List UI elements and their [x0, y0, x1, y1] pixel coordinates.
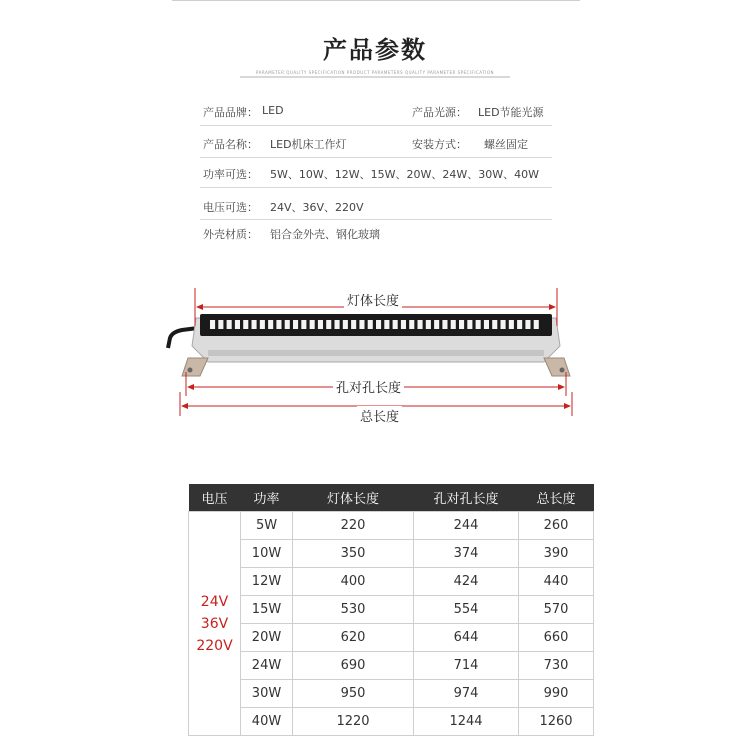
led-chip — [476, 320, 481, 329]
table-cell: 644 — [414, 624, 519, 652]
table-cell: 974 — [414, 680, 519, 708]
dim-arrow — [181, 403, 188, 409]
param-label-name: 产品名称： — [203, 138, 258, 151]
left-screw-hole — [188, 368, 193, 373]
dim-arrow — [196, 304, 203, 310]
voltage-value: 220V — [196, 637, 233, 654]
led-chip — [384, 320, 389, 329]
column-header: 孔对孔长度 — [414, 484, 519, 512]
table-row — [189, 652, 594, 680]
dim-arrow — [549, 304, 556, 310]
table-cell: 1260 — [519, 708, 594, 736]
led-chip — [252, 320, 257, 329]
led-chip — [418, 320, 423, 329]
led-chip — [434, 320, 439, 329]
led-chip — [335, 320, 340, 329]
led-chip — [426, 320, 431, 329]
column-header: 功率 — [241, 484, 293, 512]
dim-arrow — [187, 384, 194, 390]
table-cell: 440 — [519, 568, 594, 596]
table-cell: 244 — [414, 512, 519, 540]
spec-table — [188, 484, 594, 736]
table-row — [189, 708, 594, 736]
led-chip — [509, 320, 514, 329]
led-chip — [268, 320, 273, 329]
led-chip — [293, 320, 298, 329]
param-label-material: 外壳材质： — [203, 228, 258, 241]
table-cell: 24W — [241, 652, 293, 680]
table-cell: 990 — [519, 680, 594, 708]
table-cell: 10W — [241, 540, 293, 568]
table-cell: 1220 — [293, 708, 414, 736]
table-cell: 690 — [293, 652, 414, 680]
table-cell: 15W — [241, 596, 293, 624]
page-subtitle: PARAMETER QUALITY SPECIFICATION PRODUCT PARAMETERS QUALITY PARAMETER SPECIFICATION — [256, 70, 494, 75]
led-chip — [517, 320, 522, 329]
column-header: 灯体长度 — [293, 484, 414, 512]
total-length-label: 总长度 — [357, 406, 402, 425]
right-screw-hole — [560, 368, 565, 373]
table-header-row — [189, 484, 594, 512]
table-cell: 1244 — [414, 708, 519, 736]
led-chip — [501, 320, 506, 329]
led-chip — [368, 320, 373, 329]
led-chip — [376, 320, 381, 329]
led-chip — [359, 320, 364, 329]
table-cell: 950 — [293, 680, 414, 708]
table-cell: 400 — [293, 568, 414, 596]
led-chip — [343, 320, 348, 329]
table-row — [189, 624, 594, 652]
param-value-brand: LED — [262, 104, 284, 117]
led-chip — [525, 320, 530, 329]
led-chip — [351, 320, 356, 329]
led-chip — [393, 320, 398, 329]
led-chip — [467, 320, 472, 329]
led-chip — [260, 320, 265, 329]
voltage-cell — [189, 512, 241, 736]
param-label-light-source: 产品光源： — [412, 106, 467, 119]
dim-arrow — [564, 403, 571, 409]
table-cell: 714 — [414, 652, 519, 680]
param-value-power: 5W、10W、12W、15W、20W、24W、30W、40W — [270, 168, 539, 181]
led-chip — [534, 320, 539, 329]
led-chip — [243, 320, 248, 329]
table-cell: 570 — [519, 596, 594, 624]
led-chip — [459, 320, 464, 329]
param-value-material: 铝合金外壳、钢化玻璃 — [270, 228, 380, 241]
led-chip — [218, 320, 223, 329]
led-chip — [310, 320, 315, 329]
led-chip — [451, 320, 456, 329]
hole-length-label: 孔对孔长度 — [333, 377, 404, 396]
table-cell: 424 — [414, 568, 519, 596]
table-cell: 220 — [293, 512, 414, 540]
voltage-value: 36V — [200, 615, 229, 632]
table-cell: 530 — [293, 596, 414, 624]
led-chip — [285, 320, 290, 329]
body-length-label: 灯体长度 — [344, 290, 402, 309]
led-chip — [318, 320, 323, 329]
table-cell: 12W — [241, 568, 293, 596]
table-cell: 30W — [241, 680, 293, 708]
table-row — [189, 512, 594, 540]
table-cell: 620 — [293, 624, 414, 652]
param-label-power: 功率可选： — [203, 168, 258, 181]
table-row — [189, 596, 594, 624]
table-row — [189, 680, 594, 708]
param-value-voltage: 24V、36V、220V — [270, 201, 364, 214]
table-cell: 5W — [241, 512, 293, 540]
table-row — [189, 540, 594, 568]
param-value-light-source: LED节能光源 — [478, 106, 544, 119]
column-header: 总长度 — [519, 484, 594, 512]
table-cell: 554 — [414, 596, 519, 624]
table-cell: 730 — [519, 652, 594, 680]
table-row — [189, 568, 594, 596]
table-cell: 390 — [519, 540, 594, 568]
table-cell: 660 — [519, 624, 594, 652]
led-chip — [401, 320, 406, 329]
dim-arrow — [558, 384, 565, 390]
column-header: 电压 — [189, 484, 241, 512]
table-cell: 260 — [519, 512, 594, 540]
voltage-value: 24V — [200, 593, 229, 610]
led-chip — [484, 320, 489, 329]
table-cell: 40W — [241, 708, 293, 736]
param-label-brand: 产品品牌： — [203, 106, 258, 119]
param-label-voltage: 电压可选： — [203, 201, 258, 214]
led-chip — [235, 320, 240, 329]
param-value-name: LED机床工作灯 — [270, 138, 347, 151]
led-chip — [210, 320, 215, 329]
table-cell: 350 — [293, 540, 414, 568]
param-label-install: 安装方式： — [412, 138, 467, 151]
param-value-install: 螺丝固定 — [484, 138, 528, 151]
page-title: 产品参数 — [323, 36, 427, 64]
led-chip — [276, 320, 281, 329]
housing-base — [208, 350, 544, 356]
led-chip — [442, 320, 447, 329]
led-chip — [409, 320, 414, 329]
led-chip — [227, 320, 232, 329]
table-cell: 374 — [414, 540, 519, 568]
led-chip — [326, 320, 331, 329]
led-chip — [301, 320, 306, 329]
led-chip — [492, 320, 497, 329]
table-cell: 20W — [241, 624, 293, 652]
